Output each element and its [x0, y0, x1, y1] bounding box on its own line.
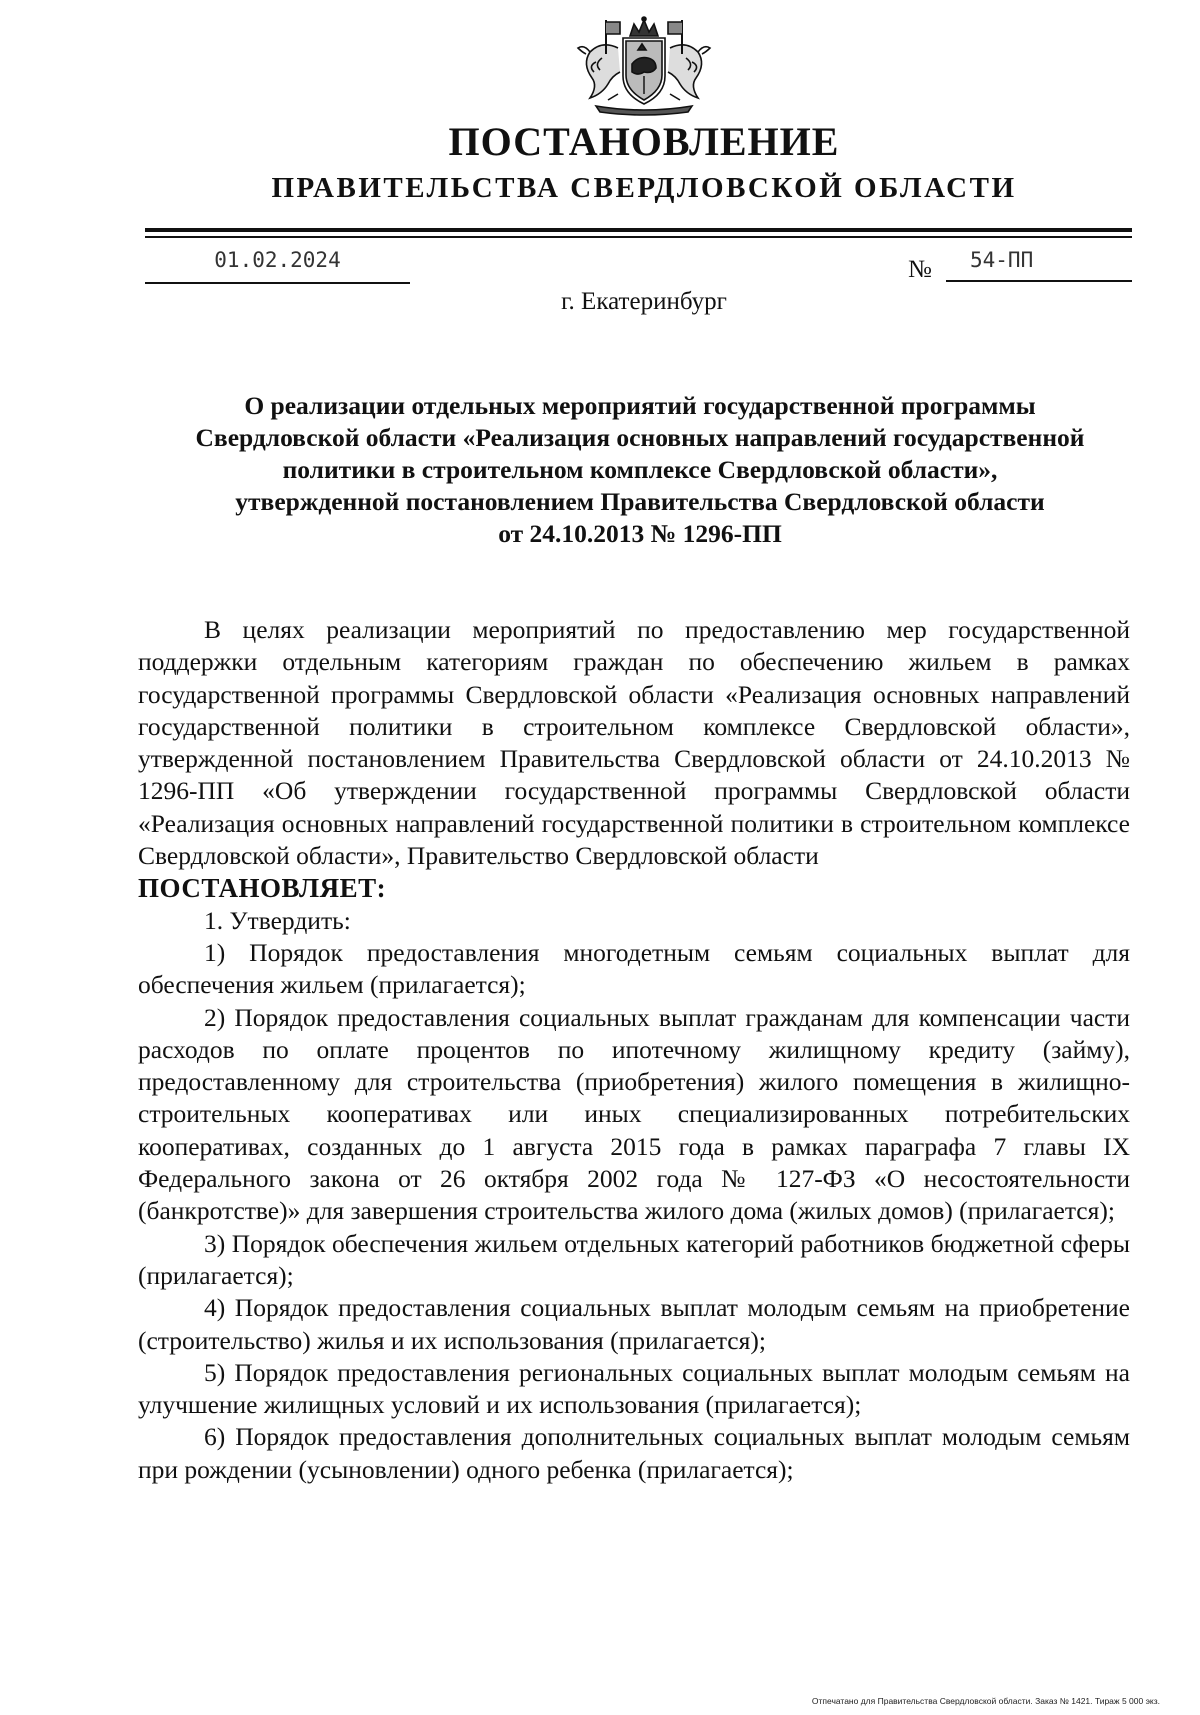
document-city: г. Екатеринбург: [561, 288, 727, 315]
number-label: №: [908, 256, 932, 283]
subitem-4: 4) Порядок предоставления социальных выплат молодым семьям на приобретение (строительство) жилья и их использования (прилагается);: [138, 1293, 1130, 1355]
preamble-paragraph: В целях реализации мероприятий по предоставлению мер государственной поддержки отдельным категориям граждан по обеспечению жильем в рамках государственной программы Свердловской области «Реализация основных направлений государственной политики в строительном комплексе Свердловской области», утвержденной постановлением Правительства Свердловской области от 24.10.2013 № 1296-ПП «Об утверждении государственной программы Свердловской области «Реализация основных направлений государственной политики в строительном комплексе Свердловской области», Правительство Свердловской области: [138, 615, 1130, 871]
heading-line: политики в строительном комплексе Свердловской области»,: [282, 455, 998, 484]
header-divider-thick: [145, 228, 1132, 232]
heading-line: Свердловской области «Реализация основных направлений государственной: [195, 423, 1085, 452]
document-title: ПОСТАНОВЛЕНИЕ: [448, 119, 840, 164]
subitem-3: 3) Порядок обеспечения жильем отдельных категорий работников бюджетной сферы (прилагается);: [138, 1228, 1130, 1290]
subitem-2: 2) Порядок предоставления социальных выплат гражданам для компенсации части расходов по оплате процентов по ипотечному жилищному кредиту (займу), предоставленному для строительства (приобретения) жилого помещения в жилищно-строительных кооперативах или иных специализированных потребительских кооперативах, созданных до 1 августа 2015 года в рамках параграфа 7 главы IX Федерального закона от 26 октября 2002 года № 127-ФЗ «О несостоятельности (банкротстве)» для завершения строительства жилого дома (жилых домов) (прилагается);: [138, 1002, 1130, 1226]
document-subtitle: ПРАВИТЕЛЬСТВА СВЕРДЛОВСКОЙ ОБЛАСТИ: [271, 172, 1017, 204]
document-heading: [140, 390, 1140, 550]
heading-line: утвержденной постановлением Правительства Свердловской области: [235, 487, 1045, 516]
document-date: 01.02.2024: [145, 246, 410, 284]
sverdlovsk-coat-of-arms-icon: [568, 14, 720, 118]
subitem-6: 6) Порядок предоставления дополнительных социальных выплат молодым семьям при рождении (усыновлении) одного ребенка (прилагается);: [138, 1422, 1130, 1484]
subitem-1: 1) Порядок предоставления многодетным семьям социальных выплат для обеспечения жильем (прилагается);: [138, 937, 1130, 1000]
item-1: 1. Утвердить:: [204, 905, 351, 935]
document-number: 54-ПП: [946, 246, 1132, 282]
heading-line: от 24.10.2013 № 1296-ПП: [498, 519, 782, 548]
subitem-5: 5) Порядок предоставления региональных социальных выплат молодым семьям на улучшение жилищных условий и их использования (прилагается);: [138, 1357, 1130, 1420]
print-imprint: Отпечатано для Правительства Свердловской области. Заказ № 1421. Тираж 5 000 экз.: [811, 1696, 1160, 1706]
header-divider-thin: [145, 236, 1132, 238]
heading-line: О реализации отдельных мероприятий государственной программы: [244, 391, 1036, 420]
decree-word: ПОСТАНОВЛЯЕТ:: [138, 873, 387, 904]
document-body: [138, 614, 1130, 1486]
